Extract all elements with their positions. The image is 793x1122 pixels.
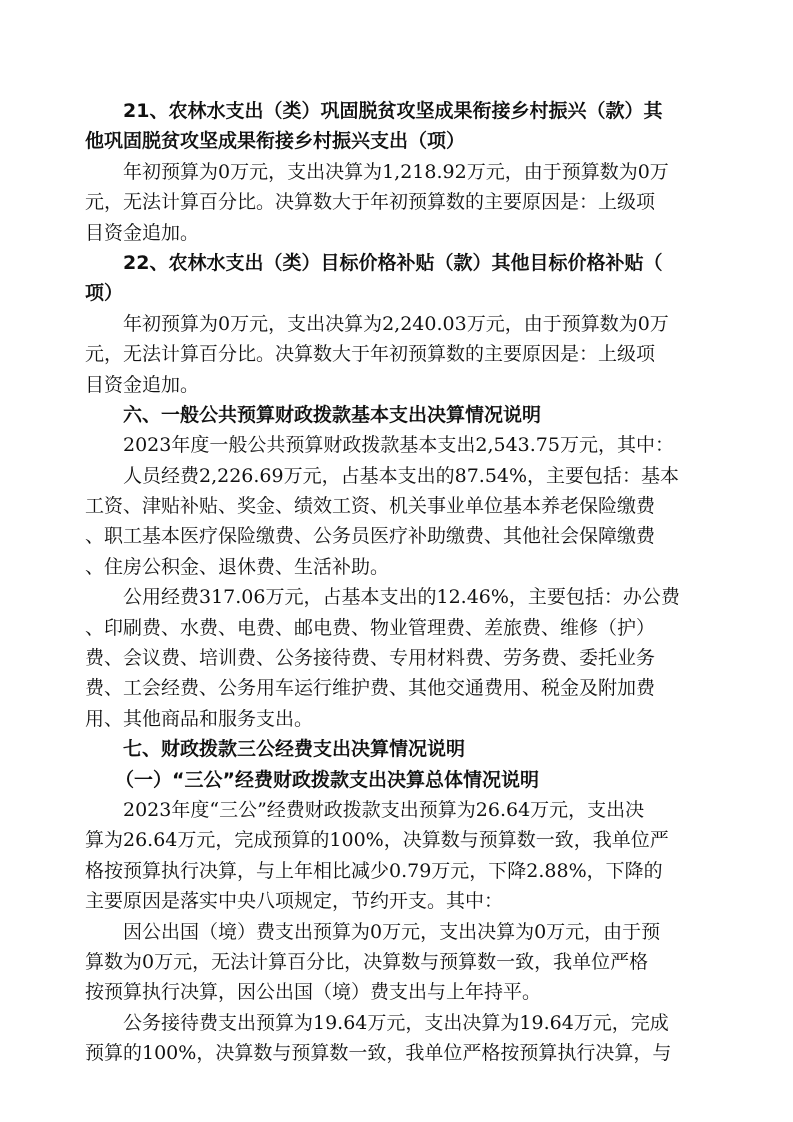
section-heading-line: 项） [85, 282, 124, 305]
paragraph-line: 费、工会经费、公务用车运行维护费、其他交通费用、税金及附加费 [85, 677, 656, 700]
paragraph-line: 工资、津贴补贴、奖金、绩效工资、机关事业单位基本养老保险缴费 [85, 495, 656, 518]
paragraph-line: 因公出国（境）费支出预算为0万元，支出决算为0万元，由于预 [123, 920, 661, 943]
paragraph-line: 、职工基本医疗保险缴费、公务员医疗补助缴费、其他社会保障缴费 [85, 525, 656, 548]
paragraph-line: 人员经费2,226.69万元，占基本支出的87.54%，主要包括：基本 [123, 464, 680, 487]
paragraph-line: 格按预算执行决算，与上年相比减少0.79万元，下降2.88%，下降的 [85, 859, 663, 882]
paragraph-line: 算数为0万元，无法计算百分比，决算数与预算数一致，我单位严格 [85, 950, 649, 973]
paragraph-line: 2023年度一般公共预算财政拨款基本支出2,543.75万元，其中： [123, 434, 674, 457]
paragraph-line: 2023年度“三公”经费财政拨款支出预算为26.64万元，支出决 [123, 798, 645, 821]
paragraph-line: 预算的100%，决算数与预算数一致，我单位严格按预算执行决算，与 [85, 1042, 672, 1065]
paragraph-line: 、住房公积金、退休费、生活补助。 [85, 555, 390, 578]
section-heading-line: 他巩固脱贫攻坚成果衔接乡村振兴支出（项） [85, 130, 466, 153]
paragraph-line: 主要原因是落实中央八项规定，节约开支。其中： [85, 890, 504, 913]
paragraph-line: 算为26.64万元，完成预算的100%，决算数与预算数一致，我单位严 [85, 829, 669, 852]
section-heading-line: 21、农林水支出（类）巩固脱贫攻坚成果衔接乡村振兴（款）其 [123, 100, 663, 122]
paragraph-line: 公用经费317.06万元，占基本支出的12.46%，主要包括：办公费 [123, 586, 680, 609]
paragraph-line: 元，无法计算百分比。决算数大于年初预算数的主要原因是：上级项 [85, 191, 656, 214]
document-body [85, 96, 713, 1069]
paragraph-line: 目资金追加。 [85, 373, 200, 396]
paragraph-line: 元，无法计算百分比。决算数大于年初预算数的主要原因是：上级项 [85, 343, 656, 366]
paragraph-line: 年初预算为0万元，支出决算为2,240.03万元，由于预算数为0万 [123, 312, 669, 335]
paragraph-line: 目资金追加。 [85, 221, 200, 244]
paragraph-line: 、印刷费、水费、电费、邮电费、物业管理费、差旅费、维修（护） [85, 616, 656, 639]
section-heading-line: 22、农林水支出（类）目标价格补贴（款）其他目标价格补贴（ [123, 251, 663, 274]
paragraph-line: 按预算执行决算，因公出国（境）费支出与上年持平。 [85, 981, 542, 1004]
section-heading-line: 六、一般公共预算财政拨款基本支出决算情况说明 [123, 403, 542, 426]
paragraph-line: 年初预算为0万元，支出决算为1,218.92万元，由于预算数为0万 [123, 160, 669, 183]
paragraph-line: 公务接待费支出预算为19.64万元，支出决算为19.64万元，完成 [123, 1011, 669, 1034]
section-heading-line: 七、财政拨款三公经费支出决算情况说明 [123, 738, 466, 761]
paragraph-line: 用、其他商品和服务支出。 [85, 707, 314, 730]
section-heading-line: （一）“三公”经费财政拨款支出决算总体情况说明 [115, 768, 539, 791]
paragraph-line: 费、会议费、培训费、公务接待费、专用材料费、劳务费、委托业务 [85, 647, 656, 670]
